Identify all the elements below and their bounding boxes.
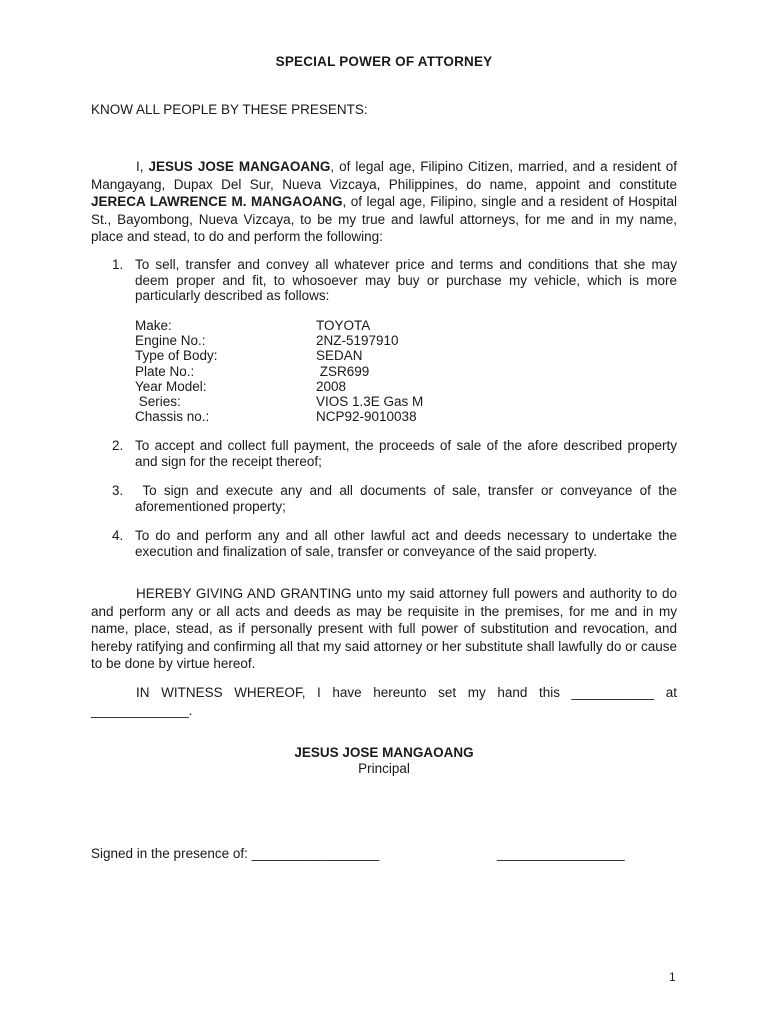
list-number: 3. (112, 483, 124, 498)
vehicle-row-body (135, 348, 575, 363)
granting-paragraph (91, 585, 677, 673)
vehicle-row-make (135, 318, 575, 333)
list-text: To sign and execute any and all documents of sale, transfer or conveyance of the aforementioned property; (135, 483, 681, 514)
signatory-role: Principal (358, 761, 410, 776)
list-text: To do and perform any and all other lawful act and deeds necessary to undertake the execution and finalization of sale, transfer or conveyance of the said property. (135, 528, 677, 559)
second-witness-blank: _________________ (497, 846, 625, 861)
intro-lead: I, (136, 159, 149, 174)
list-item (91, 483, 681, 514)
vehicle-value: 2NZ-5197910 (316, 333, 399, 349)
intro-part1: , of legal age, Filipino Citizen, married, and a resident of Mangayang, Dupax Del Sur, Nueva Vizcaya, Philippines, do name, appoint and constitute (91, 159, 677, 192)
list-text: To sell, transfer and convey all whatever price and terms and conditions that she may deem proper and fit, to whosoever may buy or purchase my vehicle, which is more particularly described as follows: (135, 257, 677, 303)
list-number: 1. (112, 257, 124, 272)
vehicle-value: ZSR699 (316, 363, 370, 379)
signatory-name: JESUS JOSE MANGAOANG (294, 745, 474, 760)
list-number: 4. (112, 528, 124, 543)
vehicle-row-engine (135, 333, 575, 348)
vehicle-value: TOYOTA (316, 318, 371, 333)
list-item (91, 438, 677, 469)
witness-line: Signed in the presence of: _________________ (91, 846, 380, 861)
list-item (91, 257, 677, 304)
vehicle-value: SEDAN (316, 348, 363, 364)
attorney-name: JERECA LAWRENCE M. MANGAOANG (91, 194, 343, 209)
vehicle-label: Year Model: (135, 378, 207, 394)
vehicle-label: Plate No.: (135, 363, 195, 379)
document-title: SPECIAL POWER OF ATTORNEY (275, 54, 493, 69)
witness-paragraph (91, 684, 677, 719)
vehicle-label: Series: (135, 393, 181, 409)
intro-part2: , of legal age, Filipino, single and a resident of Hospital St., Bayombong, Nueva Vizcaya, to be my true and lawful attorneys, for me and in my name, place and stead, to do and perform the following: (91, 194, 677, 244)
vehicle-label: Type of Body: (135, 348, 218, 364)
vehicle-label: Chassis no.: (135, 409, 210, 425)
vehicle-value: VIOS 1.3E Gas M (316, 393, 424, 409)
vehicle-label: Engine No.: (135, 333, 206, 349)
granting-text: HEREBY GIVING AND GRANTING unto my said attorney full powers and authority to do and perform any or all acts and deeds as may be requisite in the premises, for me and in my name, place, stead, as if personally present with full power of substitution and revocation, and hereby ratifying and confirming all that my said attorney or her substitute shall lawfully do or cause to be done by virtue hereof. (91, 586, 677, 671)
list-text: To accept and collect full payment, the proceeds of sale of the afore described property and sign for the receipt thereof; (135, 438, 677, 469)
list-item (91, 528, 677, 559)
vehicle-details (135, 318, 575, 424)
page-number: 1 (669, 970, 676, 984)
vehicle-value: NCP92-9010038 (316, 409, 417, 425)
vehicle-value: 2008 (316, 378, 347, 394)
vehicle-row-series (135, 394, 575, 409)
intro-paragraph (91, 158, 677, 246)
vehicle-row-chassis (135, 409, 575, 424)
witness-text: IN WITNESS WHEREOF, I have hereunto set my hand this ___________ at _____________. (91, 685, 677, 718)
vehicle-row-year (135, 379, 575, 394)
opening-line: KNOW ALL PEOPLE BY THESE PRESENTS: (91, 102, 368, 117)
vehicle-label: Make: (135, 318, 172, 333)
list-number: 2. (112, 438, 124, 453)
vehicle-row-plate (135, 364, 575, 379)
principal-name: JESUS JOSE MANGAOANG (148, 159, 331, 174)
